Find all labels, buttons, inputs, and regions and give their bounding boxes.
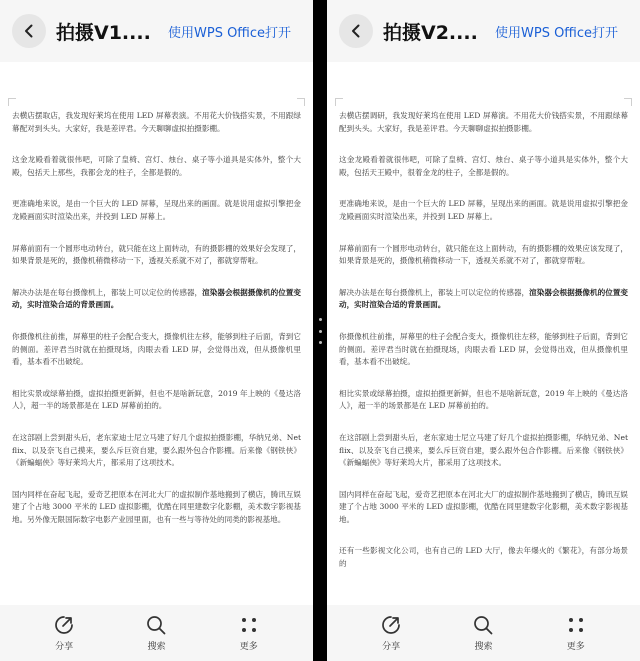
- document-view[interactable]: [0, 62, 313, 605]
- paragraph-text: 在这部剧上尝到甜头后，老东家迪士尼立马建了好几个虚拟拍摄影棚，华纳兄弟、Netflix、以及奈飞自己摸来，要么斥巨资自建，要么跟外包合作影棚。后来像《钢铁侠》《新蝙蝠侠》等好莱坞大片，都采用了这项技术。: [12, 432, 301, 468]
- open-with-wps-link[interactable]: 使用WPS Office打开: [168, 25, 292, 41]
- paragraph-text: 去横店摆调研，我发现好莱坞在使用 LED 屏幕演。不用花大价钱搭实景，不用跟绿幕配到头头。大家好，我是差评君。今天聊聊虚拟拍摄影棚。: [339, 111, 628, 133]
- page-corner-mark: [624, 98, 632, 106]
- document-paragraph: [12, 198, 301, 223]
- search-icon: [145, 614, 167, 636]
- document-paragraph: [12, 331, 301, 369]
- back-button[interactable]: [12, 14, 46, 48]
- document-body: [12, 110, 301, 545]
- split-view-divider[interactable]: [313, 0, 327, 661]
- document-paragraph: [339, 331, 628, 369]
- document-paragraph: [12, 432, 301, 470]
- document-paragraph: [12, 243, 301, 268]
- document-paragraph: [339, 243, 628, 268]
- paragraph-bold-text: 渲染器会根据摄像机的位置变动，实时渲染合适的背景画面。: [339, 287, 629, 310]
- document-paragraph: [12, 489, 301, 527]
- document-paragraph: [339, 154, 628, 179]
- paragraph-bold-text: 渲染器会根据摄像机的位置变动，实时渲染合适的背景画面。: [12, 287, 302, 310]
- document-title: 拍摄V2....: [383, 21, 478, 44]
- paragraph-text: 解决办法是在每台摄像机上，都装上可以定位的传感器，: [339, 287, 530, 297]
- document-paragraph: [339, 388, 628, 413]
- more-label: 更多: [239, 642, 258, 652]
- paragraph-text: 屏幕前面有一个圆形电动转台，就只能在这上面转动，有的摄影棚的效果好会发现了，如果背景是死的，摄像机稍微移动一下，透视关系就不对了，都就穿帮啦。: [12, 243, 301, 266]
- search-label: 搜索: [147, 642, 166, 652]
- paragraph-text: 相比实景或绿幕拍摄，虚拟拍摄更新鲜，但也不是啥新玩意，2019 年上映的《曼达洛人》，超一半的场景都是在 LED 屏幕前拍的。: [12, 388, 301, 411]
- share-label: 分享: [382, 642, 401, 652]
- document-body: [339, 110, 628, 590]
- share-label: 分享: [55, 642, 74, 652]
- back-button[interactable]: [339, 14, 373, 48]
- document-paragraph: [339, 198, 628, 223]
- document-paragraph: [12, 154, 301, 179]
- document-paragraph: [12, 287, 301, 312]
- left-document-pane: [0, 0, 313, 661]
- paragraph-text: 去横店摆取店，我发现好莱坞在使用 LED 屏幕表演。不用花大价钱搭实景，不用跟绿幕配对到头头。大家好，我是差评君。今天聊聊虚拟拍摄影棚。: [12, 111, 301, 133]
- share-button[interactable]: [366, 614, 416, 652]
- share-icon: [380, 614, 402, 636]
- more-dots-icon: [565, 614, 587, 636]
- document-paragraph: [339, 110, 628, 135]
- search-button[interactable]: [458, 614, 508, 652]
- paragraph-text: 在这部剧上尝到甜头后，老东家迪士尼立马建了好几个虚拟拍摄影棚，华纳兄弟、Netflix、以及奈飞自己摸来，要么斥巨资自建，要么跟外包合作影棚。后来像《钢铁侠》《新蝙蝠侠》等好莱坞大片，都采用了这项技术。: [339, 432, 628, 468]
- paragraph-text: 这金龙殿看着就很伟吧，可除了皇椅、宫灯、烛台、桌子等小道具是实体外，整个大殿，包括天上那些，我都会龙的柱子，全都是假的。: [12, 155, 301, 177]
- paragraph-text: 屏幕前面有一个圆形电动转台，就只能在这上面转动，有的摄影棚的效果应该发现了，如果背景是死的，摄像机稍微移动一下，透视关系就不对了，都就穿帮啦。: [339, 243, 628, 266]
- paragraph-text: 这金龙殿看着就很伟吧，可除了皇椅、宫灯、烛台、桌子等小道具是实体外，整个大殿，包括天王殿中，很着金龙的柱子，全都是假的。: [339, 155, 628, 177]
- search-icon: [472, 614, 494, 636]
- document-title: 拍摄V1....: [56, 21, 151, 44]
- page-corner-mark: [297, 98, 305, 106]
- page-corner-mark: [335, 98, 343, 106]
- chevron-left-icon: [21, 23, 37, 39]
- more-dots-icon: [238, 614, 260, 636]
- paragraph-text: 更准确地来说，是由一个巨大的 LED 屏幕，呈现出来的画面。就是说用虚拟引擎把金龙殿画面实时渲染出来，并投到 LED 屏幕上。: [12, 199, 301, 221]
- top-bar: [327, 0, 640, 62]
- paragraph-text: 更准确地来说，是由一个巨大的 LED 屏幕，呈现出来的画面。就是说用虚拟引擎把金龙殿画面实时渲染出来，并投到 LED 屏幕上。: [339, 199, 628, 221]
- document-paragraph: [339, 489, 628, 527]
- document-paragraph: [339, 287, 628, 312]
- document-view[interactable]: [327, 62, 640, 605]
- document-paragraph: [12, 110, 301, 135]
- bottom-toolbar: [327, 605, 640, 661]
- right-document-pane: [327, 0, 640, 661]
- open-with-wps-link[interactable]: 使用WPS Office打开: [495, 25, 619, 41]
- share-button[interactable]: [39, 614, 89, 652]
- paragraph-text: 你摄像机往前推，屏幕里的柱子会配合变大，摄像机往左移，能够到柱子后面，背到它的侧面。差评君当时就在拍摄现场，肉眼去看 LED 屏，会觉得出戏，但从摄像机里看，基本看不出破绽。: [12, 331, 301, 367]
- paragraph-text: 解决办法是在每台摄像机上，都装上可以定位的传感器，: [12, 287, 203, 297]
- paragraph-text: 国内同样在奋起飞起，爱奇艺把原本在河北大厂的虚拟制作基地搬到了横店，腾讯互娱建了个占地 3000 平米的 LED 虚拟影棚，优酷在同里建数字化影棚，美术数字影视基地。另外像无限国际数字电影产业园里面，也有一些与等待处的同类的影视基地。: [12, 489, 301, 524]
- document-paragraph: [12, 388, 301, 413]
- document-paragraph: [339, 545, 628, 570]
- document-paragraph: [339, 432, 628, 470]
- paragraph-text: 相比实景或绿幕拍摄，虚拟拍摄更新鲜，但也不是啥新玩意，2019 年上映的《曼达洛人》，超一半的场景都是在 LED 屏幕前拍的。: [339, 388, 628, 411]
- share-icon: [53, 614, 75, 636]
- divider-drag-handle[interactable]: [318, 318, 322, 344]
- more-label: 更多: [566, 642, 585, 652]
- paragraph-text: 你摄像机往前推，屏幕里的柱子会配合变大，摄像机往左移，能够到柱子后面，背到它的侧面。差评君当时就在拍摄现场，肉眼去看 LED 屏，会觉得出戏，但从摄像机里看，基本看不出破绽。: [339, 331, 628, 367]
- more-button[interactable]: [551, 614, 601, 652]
- search-label: 搜索: [474, 642, 493, 652]
- more-button[interactable]: [224, 614, 274, 652]
- paragraph-text: 国内同样在奋起飞起，爱奇艺把原本在河北大厂的虚拟制作基地搬到了横店，腾讯互娱建了个占地 3000 平米的 LED 虚拟影棚，优酷在同里建数字化影棚，美术数字影视基地。: [339, 489, 628, 524]
- bottom-toolbar: [0, 605, 313, 661]
- page-corner-mark: [8, 98, 16, 106]
- chevron-left-icon: [348, 23, 364, 39]
- search-button[interactable]: [131, 614, 181, 652]
- top-bar: [0, 0, 313, 62]
- paragraph-text: 还有一些影视文化公司，也有自己的 LED 大厅，像去年爆火的《繁花》，有部分场景的: [339, 546, 628, 569]
